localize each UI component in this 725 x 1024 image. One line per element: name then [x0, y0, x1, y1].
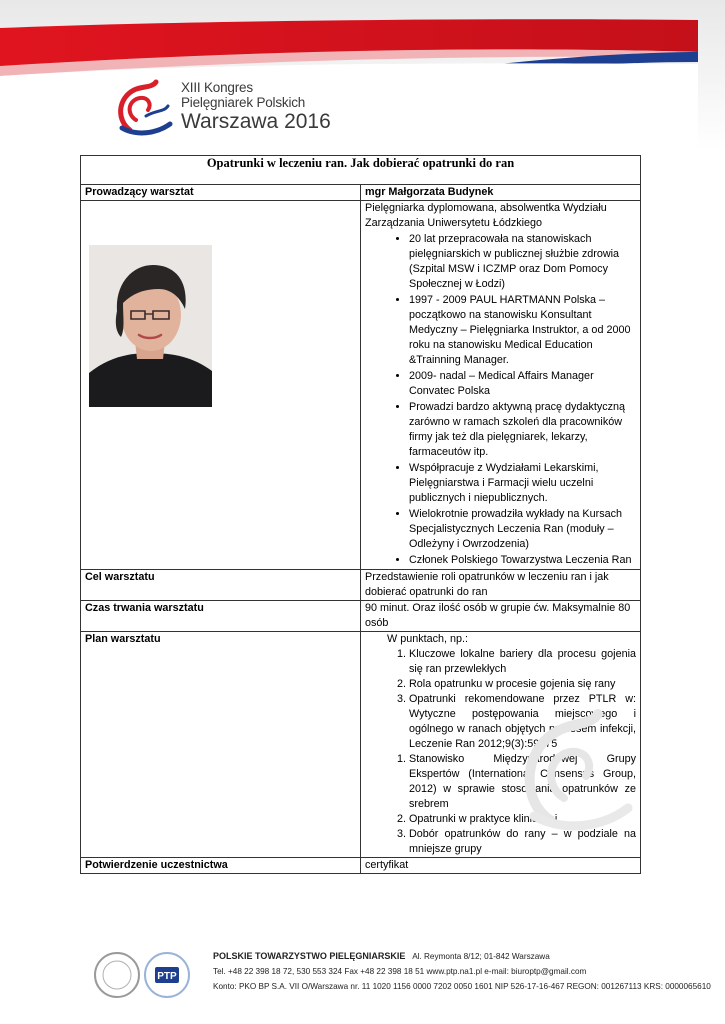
leader-label: Prowadzący warsztat: [81, 185, 361, 201]
bio-item: • Współpracuje z Wydziałami Lekarskimi, Pielęgniarstwa i Farmacji wielu uczelni publicznych i niepublicznych.: [409, 461, 636, 506]
plan-item: 2. Opatrunki w praktyce klinicznej: [409, 812, 636, 827]
footer-contact: Tel. +48 22 398 18 72, 530 553 324 Fax +48 22 398 18 51 www.ptp.na1.pl e-mail: biuroptp@gmail.com: [213, 967, 587, 976]
goal-text: Przedstawienie roli opatrunków w leczeniu ran i jak dobierać opatrunki do ran: [361, 570, 641, 601]
plan-item: 3. Opatrunki rekomendowane przez PTLR w: Wytyczne postępowania miejscowego i ogólnego w ranach objętych procesem infekcji, Leczenie Ran 2012;9(3):59–75: [409, 692, 636, 752]
svg-text:PTP: PTP: [157, 971, 177, 982]
bio-item: • Prowadzi bardzo aktywną pracę dydaktyczną zarówno w ramach szkoleń dla pracowników firmy jak też dla pielęgniarek, lekarzy, farmaceutów itp.: [409, 400, 636, 460]
bio-item: • 1997 - 2009 PAUL HARTMANN Polska – początkowo na stanowisku Konsultant Medyczny – Pielęgniarka Instruktor, a od 2000 roku na stanowisku Medical Education &Trainning Manager.: [409, 293, 636, 368]
logo-line-3: Warszawa 2016: [181, 110, 331, 133]
plan-item: 1. Stanowisko Międzynarodowej Grupy Ekspertów (International Consensus Group, 2012) w sprawie stosowania opatrunków ze srebrem: [409, 752, 636, 812]
bio-item: • Członek Polskiego Towarzystwa Leczenia Ran: [409, 553, 636, 568]
seal-logo-icon: [95, 953, 139, 997]
plan-intro: W punktach, np.:: [387, 633, 469, 645]
leader-name: mgr Małgorzata Budynek: [361, 185, 641, 201]
confirm-row: [81, 858, 641, 874]
bio-cell: [361, 201, 641, 570]
title-row: [81, 156, 641, 185]
footer-address: Al. Reymonta 8/12; 01-842 Warszawa: [412, 952, 550, 961]
congress-logo-text: [181, 80, 331, 133]
logo-line-2: Pielęgniarek Polskich: [181, 95, 306, 110]
logo-line-1: XIII Kongres: [181, 80, 253, 95]
plan-label: Plan warsztatu: [81, 632, 361, 858]
plan-item: 1. Kluczowe lokalne bariery dla procesu gojenia się ran przewlekłych: [409, 647, 636, 677]
congress-logo-icon: [112, 76, 176, 138]
bio-list: [365, 232, 636, 568]
confirm-label: Potwierdzenie uczestnictwa: [81, 858, 361, 874]
duration-label: Czas trwania warsztatu: [81, 601, 361, 632]
leader-row: [81, 185, 641, 201]
speaker-photo: [89, 245, 212, 407]
footer-org: POLSKIE TOWARZYSTWO PIELĘGNIARSKIE: [213, 951, 406, 961]
duration-text: 90 minut. Oraz ilość osób w grupie ćw. Maksymalnie 80 osób: [361, 601, 641, 632]
bio-item: • Wielokrotnie prowadziła wykłady na Kursach Specjalistycznych Leczenia Ran (moduły – Odleżyny i Owrzodzenia): [409, 507, 636, 552]
bio-intro: Pielęgniarka dyplomowana, absolwentka Wydziału Zarządzania Uniwersytetu Łódzkiego: [365, 202, 607, 229]
goal-label: Cel warsztatu: [81, 570, 361, 601]
header-banner: [0, 0, 725, 150]
bio-item: • 20 lat przepracowała na stanowiskach pielęgniarskich w publicznej służbie zdrowia (Szpital MSW i ICZMP oraz Dom Pomocy Społecznej w Łodzi): [409, 232, 636, 292]
confirm-text: certyfikat: [361, 858, 641, 874]
plan-item: 2. Rola opatrunku w procesie gojenia się rany: [409, 677, 636, 692]
goal-row: [81, 570, 641, 601]
plan-item: 3. Dobór opatrunków do rany – w podziale na mniejsze grupy: [409, 827, 636, 857]
bio-item: • 2009- nadal – Medical Affairs Manager Convatec Polska: [409, 369, 636, 399]
workshop-title: Opatrunki w leczeniu ran. Jak dobierać opatrunki do ran: [81, 156, 641, 185]
footer-logos: [93, 945, 205, 1005]
footer: [213, 949, 711, 994]
header-swoosh: [0, 0, 725, 150]
footer-bank: Konto: PKO BP S.A. VII O/Warszawa nr. 11 1020 1156 0000 7202 0050 1601 NIP 526-17-16-467 REGON: 001267113 KRS: 0000065610: [213, 982, 711, 991]
watermark-logo-icon: [510, 700, 640, 840]
duration-row: [81, 601, 641, 632]
bio-row: [81, 201, 641, 570]
photo-cell: [81, 201, 361, 570]
